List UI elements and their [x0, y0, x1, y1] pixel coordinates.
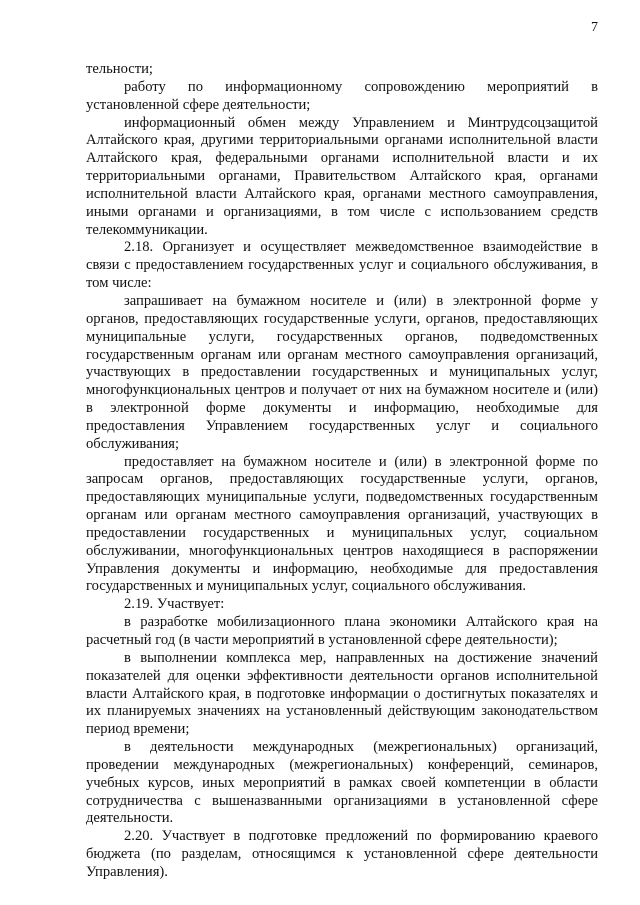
paragraph-efficiency-measures: в выполнении комплекса мер, направленных на достижение значений показателей для оценки эффективности деятельности органов исполнительной власти Алтайского края, в подготовке информации о достигнутых показателях и их планируемых значениях на установленный действующим законодательством период времени;	[86, 649, 598, 738]
paragraph-provides: предоставляет на бумажном носителе и (или) в электронной форме по запросам органов, предоставляющих государственные услуги, органов, предоставляющих муниципальные услуги, подведомственных государственным органам или органам местного самоуправления организаций, участвующих в предоставлении государственных и муниципальных услуг, социальном обслуживании, многофункциональных центров находящиеся в распоряжении Управления документы и информацию, необходимые для предоставления государственных и муниципальных услуг, социального обслуживания.	[86, 453, 598, 595]
paragraph-mobilization-plan: в разработке мобилизационного плана экономики Алтайского края на расчетный год (в части мероприятий в установленной сфере деятельности);	[86, 614, 598, 648]
paragraph-continuation: тельности;	[86, 61, 153, 77]
document-body	[86, 61, 598, 882]
paragraph-section-2-19: 2.19. Участвует:	[124, 596, 225, 613]
paragraph-info-exchange: информационный обмен между Управлением и Минтрудсоцзащитой Алтайского края, другими территориальными органами исполнительной власти Алтайского края, федеральными органами исполнительной власти и их территориальными органами, Правительством Алтайского края, органами исполнительной власти Алтайского края, органами местного самоуправления, иными органами и организациями, в том числе с использованием средств телекоммуникации.	[86, 114, 598, 238]
paragraph-info-support: работу по информационному сопровождению мероприятий в установленной сфере деятельности;	[86, 78, 598, 113]
page-number: 7	[591, 20, 598, 35]
paragraph-requests: запрашивает на бумажном носителе и (или) в электронной форме у органов, предоставляющих государственные услуги, органов, предоставляющих муниципальные услуги, государственных органов, подведомственных государственным органам или органам местного самоуправления организаций, участвующих в предоставлении государственных и муниципальных услуг, многофункциональных центров и получает от них на бумажном носителе и (или) в электронной форме документы и информацию, необходимые для предоставления Управлением государственных услуг и социального обслуживания;	[86, 292, 598, 452]
paragraph-section-2-18: 2.18. Организует и осуществляет межведомственное взаимодействие в связи с предоставлением государственных услуг и социального обслуживания, в том числе:	[86, 239, 598, 292]
paragraph-section-2-20: 2.20. Участвует в подготовке предложений по формированию краевого бюджета (по разделам, относящимся к установленной сфере деятельности Управления).	[86, 828, 598, 880]
paragraph-international: в деятельности международных (межрегиональных) организаций, проведении международных (межрегиональных) конференций, семинаров, учебных курсов, иных мероприятий в рамках своей компетенции в области сотрудничества с вышеназванными организациями в установленной сфере деятельности.	[86, 739, 598, 827]
